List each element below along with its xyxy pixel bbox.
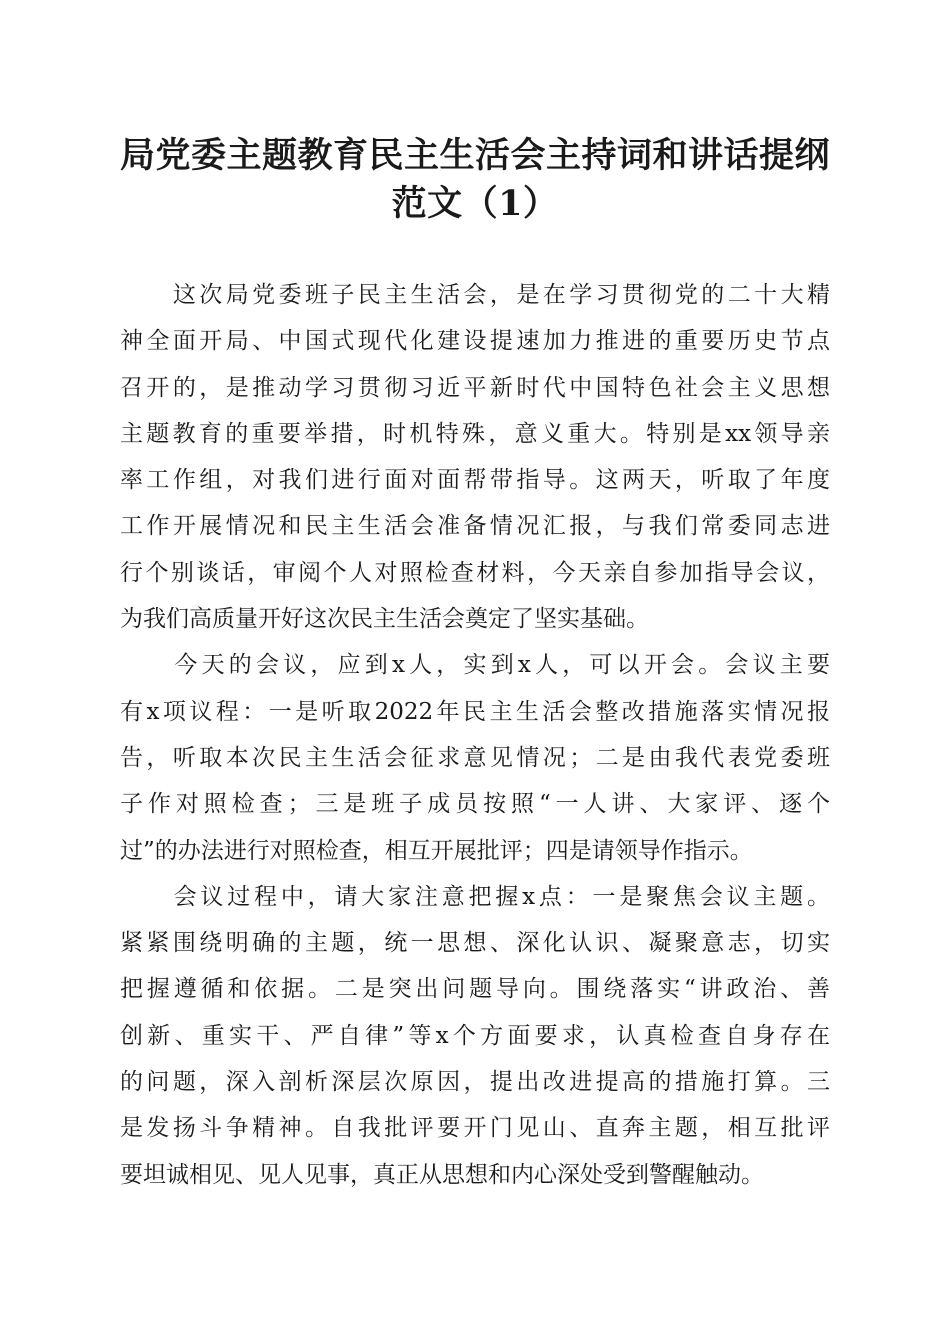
paragraph-opening [120,272,830,642]
text-line: 召开的，是推动学习贯彻习近平新时代中国特色社会主义思想 [120,374,830,401]
document-title [100,132,850,228]
text-line: 主题教育的重要举措，时机特殊，意义重大。特别是xx领导亲 [120,420,830,447]
text-line: 这次局党委班子民主生活会，是在学习贯彻党的二十大精 [120,282,830,308]
text-line: 今天的会议，应到x人，实到x人，可以开会。会议主要 [120,652,830,679]
title-line-2: 范文（1） [391,183,559,224]
text-line: 子作对照检查；三是班子成员按照“一人讲、大家评、逐个 [120,791,830,818]
paragraph-agenda [120,642,830,873]
text-line: 过”的办法进行对照检查，相互开展批评；四是请领导作指示。 [120,837,753,864]
text-line: 神全面开局、中国式现代化建设提速加力推进的重要历史节点 [120,328,830,355]
text-line: 会议过程中，请大家注意把握x点：一是聚焦会议主题。 [120,883,830,910]
text-line: 创新、重实干、严自律”等x个方面要求，认真检查自身存在 [120,1022,830,1049]
text-line: 工作开展情况和民主生活会准备情况汇报，与我们常委同志进 [120,513,830,540]
title-line-1: 局党委主题教育民主生活会主持词和讲话提纲 [119,135,830,176]
paragraph-requirements [120,874,830,1198]
document-body [120,272,830,1198]
text-line: 告，听取本次民主生活会征求意见情况；二是由我代表党委班 [120,744,830,771]
text-line: 行个别谈话，审阅个人对照检查材料，今天亲自参加指导会议， [120,559,830,586]
text-line: 把握遵循和依据。二是突出问题导向。围绕落实“讲政治、善 [120,976,830,1003]
text-line: 为我们高质量开好这次民主生活会奠定了坚实基础。 [120,606,649,633]
text-line: 紧紧围绕明确的主题，统一思想、深化认识、凝聚意志，切实 [120,930,830,957]
text-line: 是发扬斗争精神。自我批评要开门见山、直奔主题，相互批评 [120,1115,830,1142]
text-line: 的问题，深入剖析深层次原因，提出改进提高的措施打算。三 [120,1069,830,1096]
text-line: 率工作组，对我们进行面对面帮带指导。这两天，听取了年度 [120,467,830,494]
text-line: 有x项议程：一是听取2022年民主生活会整改措施落实情况报 [120,698,830,725]
text-line: 要坦诚相见、见人见事，真正从思想和内心深处受到警醒触动。 [120,1161,764,1188]
